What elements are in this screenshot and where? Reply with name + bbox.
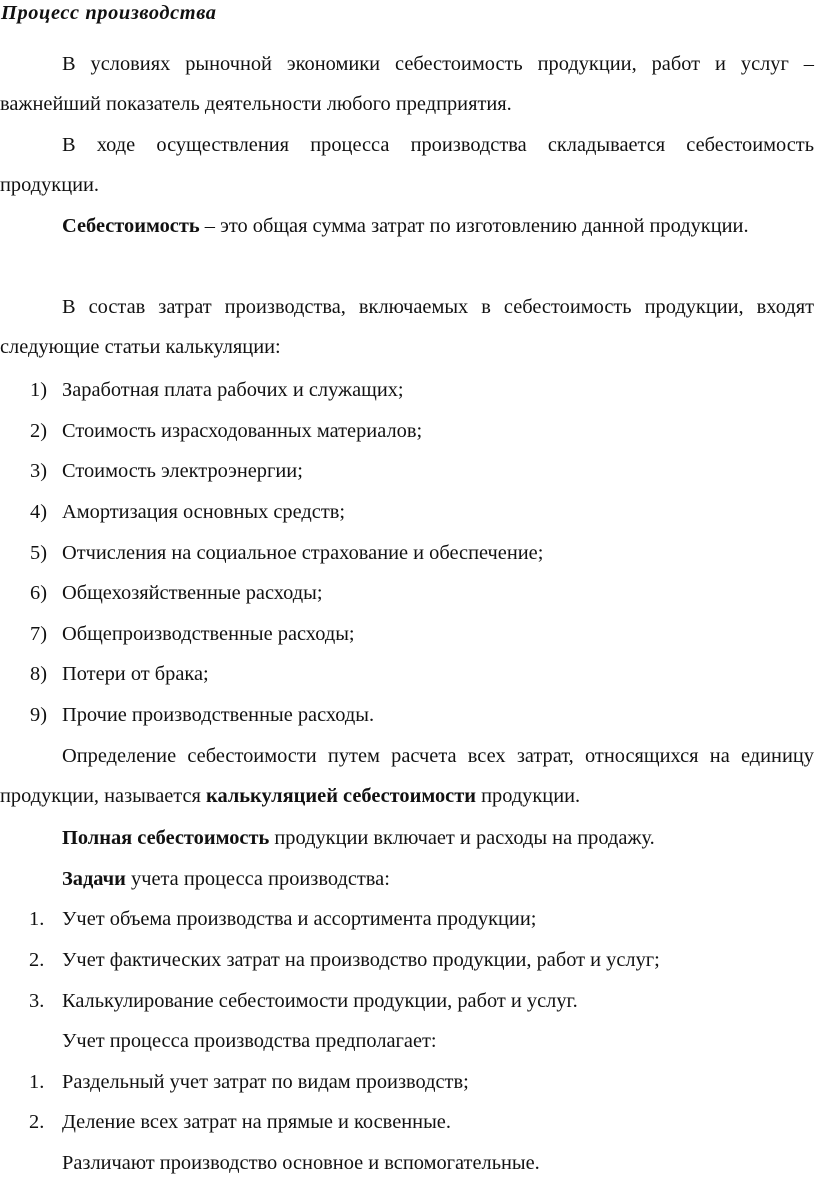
paragraph-production-types bbox=[0, 1143, 814, 1183]
list-item-number: 9) bbox=[30, 704, 47, 726]
paragraph-cost-composition bbox=[0, 287, 814, 368]
paragraph-text: В условиях рыночной экономики себестоимость продукции, работ и услуг – важнейший показатель деятельности любого предприятия. bbox=[0, 53, 814, 116]
paragraph-text: учета процесса производства: bbox=[125, 868, 390, 890]
term-full-cost: Полная себестоимость bbox=[62, 827, 270, 849]
list-item bbox=[0, 451, 814, 491]
list-item bbox=[0, 492, 814, 532]
paragraph-text: Определение себестоимости путем расчета всех затрат, относящихся на единицу продукции, называется bbox=[0, 745, 814, 808]
paragraph-production-cost bbox=[0, 125, 814, 206]
list-item-text: Заработная плата рабочих и служащих; bbox=[62, 379, 404, 401]
list-item-number: 8) bbox=[30, 663, 47, 685]
paragraph-text: В состав затрат производства, включаемых в себестоимость продукции, входят следующие статьи калькуляции: bbox=[0, 296, 814, 359]
list-item bbox=[0, 981, 814, 1021]
paragraph-text: Различают производство основное и вспомогательные. bbox=[62, 1152, 540, 1174]
list-item bbox=[0, 533, 814, 573]
document-title: Процесс производства bbox=[1, 2, 217, 24]
paragraph-text: продукции включает и расходы на продажу. bbox=[269, 827, 655, 849]
list-item-number: 2. bbox=[29, 949, 45, 971]
list-item-text: Амортизация основных средств; bbox=[62, 501, 346, 523]
term-tasks: Задачи bbox=[62, 868, 126, 890]
list-item bbox=[0, 573, 814, 613]
list-item-number: 3. bbox=[29, 990, 45, 1012]
list-item-number: 4) bbox=[30, 501, 47, 523]
paragraph-text: Учет процесса производства предполагает: bbox=[62, 1030, 437, 1052]
list-item-text: Учет фактических затрат на производство продукции, работ и услуг; bbox=[62, 949, 660, 971]
list-item-text: Отчисления на социальное страхование и обеспечение; bbox=[62, 542, 544, 564]
paragraph-text: В ходе осуществления процесса производства складывается себестоимость продукции. bbox=[0, 134, 814, 197]
list-item-number: 1) bbox=[30, 379, 47, 401]
list-item-number: 6) bbox=[30, 582, 47, 604]
list-item-text: Калькулирование себестоимости продукции, работ и услуг. bbox=[62, 990, 578, 1012]
list-item bbox=[0, 695, 814, 735]
list-item bbox=[0, 899, 814, 939]
list-item bbox=[0, 940, 814, 980]
list-item-text: Потери от брака; bbox=[62, 663, 209, 685]
paragraph-calculation bbox=[0, 736, 814, 817]
list-item-text: Деление всех затрат на прямые и косвенные. bbox=[62, 1111, 451, 1133]
list-item-text: Прочие производственные расходы. bbox=[62, 704, 375, 726]
list-item-number: 1. bbox=[29, 908, 45, 930]
list-item bbox=[0, 370, 814, 410]
list-item-text: Общепроизводственные расходы; bbox=[62, 623, 355, 645]
list-item-text: Учет объема производства и ассортимента продукции; bbox=[62, 908, 537, 930]
list-item-text: Стоимость электроэнергии; bbox=[62, 460, 303, 482]
list-item-number: 3) bbox=[30, 460, 47, 482]
paragraph-market-economy bbox=[0, 44, 814, 125]
list-item bbox=[0, 1102, 814, 1142]
list-item-number: 5) bbox=[30, 542, 47, 564]
paragraph-text: – это общая сумма затрат по изготовлению данной продукции. bbox=[199, 215, 749, 237]
list-item-number: 2. bbox=[29, 1111, 45, 1133]
list-item-number: 2) bbox=[30, 420, 47, 442]
list-item bbox=[0, 614, 814, 654]
list-item-number: 7) bbox=[30, 623, 47, 645]
list-item bbox=[0, 654, 814, 694]
list-item-text: Общехозяйственные расходы; bbox=[62, 582, 323, 604]
term-calculation: калькуляцией себестоимости bbox=[206, 785, 476, 808]
paragraph-text: продукции. bbox=[476, 785, 581, 808]
paragraph-tasks-heading bbox=[0, 859, 814, 899]
paragraph-assumes-heading bbox=[0, 1021, 814, 1061]
paragraph-cost-definition bbox=[0, 206, 814, 246]
term-cost: Себестоимость bbox=[62, 215, 200, 237]
list-item-number: 1. bbox=[29, 1071, 45, 1093]
list-item bbox=[0, 1062, 814, 1102]
list-item-text: Стоимость израсходованных материалов; bbox=[62, 420, 423, 442]
list-item-text: Раздельный учет затрат по видам производств; bbox=[62, 1071, 469, 1093]
list-item bbox=[0, 411, 814, 451]
paragraph-full-cost bbox=[0, 818, 814, 858]
